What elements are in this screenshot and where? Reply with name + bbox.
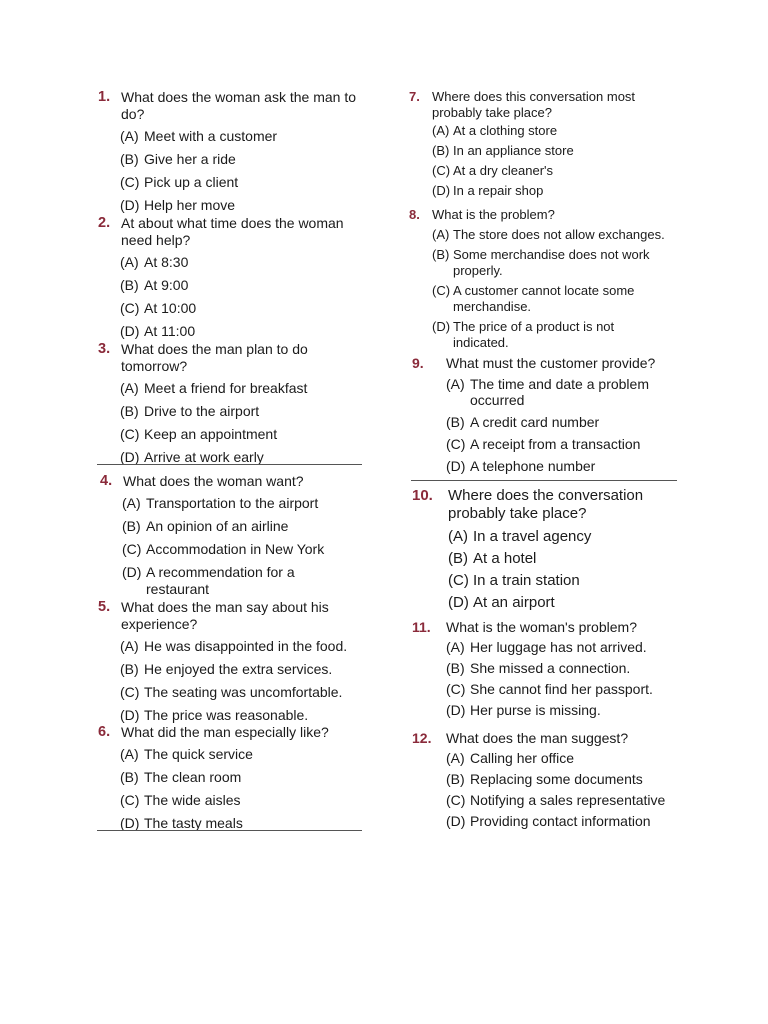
option-text: The quick service [144, 746, 253, 762]
option-text: The price of a product is not indicated. [453, 319, 615, 350]
option-letter: (A) [120, 380, 139, 396]
option-text: Calling her office [470, 749, 575, 766]
option-letter: (A) [120, 638, 139, 654]
option-text: A credit card number [470, 413, 600, 430]
option-text: In a repair shop [453, 183, 544, 198]
option-c [448, 572, 682, 594]
option-a [432, 227, 684, 243]
option-letter: (C) [120, 426, 140, 442]
option-a [120, 636, 368, 659]
question-text: What does the man plan to do tomorrow? [121, 341, 308, 374]
option-c [120, 682, 368, 705]
question-stem [412, 355, 687, 372]
option-letter: (A) [446, 749, 465, 766]
option-letter: (C) [446, 435, 466, 452]
option-letter: (A) [432, 123, 450, 138]
option-letter: (B) [432, 143, 450, 158]
option-text: Some merchandise does not work properly. [453, 247, 650, 278]
question-number: 4. [100, 473, 113, 489]
option-text: At 11:00 [144, 323, 196, 339]
question-text: What is the problem? [432, 207, 555, 222]
option-text: At a hotel [473, 550, 537, 567]
option-a [122, 493, 368, 516]
option-b [448, 550, 682, 572]
option-letter: (D) [446, 812, 466, 829]
option-letter: (A) [122, 495, 141, 511]
option-letter: (D) [432, 183, 451, 198]
option-letter: (B) [432, 247, 450, 262]
option-text: Arrive at work early [144, 449, 264, 465]
option-d [448, 594, 682, 616]
option-text: Notifying a sales representative [470, 791, 666, 808]
option-text: At 10:00 [144, 300, 197, 316]
option-c [432, 163, 664, 183]
section-divider [97, 830, 362, 831]
question-stem [98, 215, 366, 249]
option-letter: (D) [446, 457, 466, 474]
question-number: 9. [412, 355, 424, 371]
option-text: A telephone number [470, 457, 596, 474]
option-a [432, 123, 664, 143]
section-divider [97, 464, 362, 465]
option-text: In a train station [473, 572, 580, 589]
option-letter: (B) [446, 770, 465, 787]
question-text: What does the man suggest? [446, 730, 629, 746]
option-text: He was disappointed in the food. [144, 638, 348, 654]
option-letter: (C) [120, 174, 140, 190]
section-divider [411, 480, 677, 481]
option-letter: (A) [448, 528, 468, 545]
question-stem [412, 487, 682, 523]
option-letter: (C) [448, 572, 469, 589]
option-a [446, 750, 702, 771]
question-text: Where does this conversation most probably take place? [432, 89, 636, 120]
option-letter: (D) [120, 449, 140, 465]
option-text: At a dry cleaner's [453, 163, 554, 178]
option-d [446, 702, 692, 723]
options-list [412, 528, 682, 616]
option-d [120, 813, 366, 836]
option-text: An opinion of an airline [146, 518, 289, 534]
option-text: Help her move [144, 197, 236, 213]
question-text: What does the woman want? [123, 473, 304, 489]
question-number: 12. [412, 730, 432, 746]
option-letter: (B) [120, 151, 139, 167]
option-text: She missed a connection. [470, 659, 631, 676]
question-text: Where does the conversation probably take place? [448, 487, 644, 522]
question-3 [98, 341, 366, 470]
question-number: 2. [98, 215, 111, 231]
question-2 [98, 215, 366, 344]
question-number: 3. [98, 341, 111, 357]
options-list [100, 493, 368, 598]
options-list [409, 123, 664, 203]
option-c [446, 436, 687, 458]
question-number: 5. [98, 599, 111, 615]
question-number: 6. [98, 724, 111, 740]
option-letter: (A) [432, 226, 450, 242]
option-letter: (D) [120, 197, 140, 213]
option-text: A receipt from a transaction [470, 435, 641, 452]
option-a [120, 126, 366, 149]
option-letter: (B) [446, 659, 465, 676]
option-a [448, 528, 682, 550]
option-a [446, 376, 676, 409]
question-text: What is the woman's problem? [446, 619, 637, 635]
option-text: At an airport [473, 594, 555, 611]
option-letter: (C) [122, 541, 142, 557]
option-text: The price was reasonable. [144, 707, 309, 723]
options-list [98, 744, 366, 836]
option-letter: (D) [432, 319, 451, 334]
option-letter: (A) [120, 128, 139, 144]
option-letter: (D) [120, 323, 140, 339]
option-text: Providing contact information [470, 812, 651, 829]
option-text: The store does not allow exchanges. [453, 226, 665, 242]
option-c [120, 424, 366, 447]
option-b [120, 275, 366, 298]
question-text: What did the man especially like? [121, 724, 329, 740]
option-letter: (B) [120, 277, 139, 293]
option-text: At a clothing store [453, 123, 558, 138]
option-letter: (B) [120, 661, 139, 677]
option-text: A recommendation for a restaurant [146, 564, 295, 597]
option-letter: (C) [120, 684, 140, 700]
option-d [446, 813, 702, 834]
option-b [446, 771, 702, 792]
option-a [120, 744, 366, 767]
option-b [122, 516, 368, 539]
option-a [120, 378, 366, 401]
option-b [446, 660, 692, 681]
option-text: Transportation to the airport [146, 495, 319, 511]
option-c [432, 283, 662, 314]
options-list [412, 376, 687, 480]
option-letter: (C) [446, 680, 466, 697]
option-text: Pick up a client [144, 174, 239, 190]
option-b [446, 414, 687, 436]
question-stem [409, 207, 684, 223]
question-7 [409, 89, 664, 203]
option-c [120, 298, 366, 321]
question-stem [412, 619, 692, 636]
option-c [122, 539, 368, 562]
option-text: Accommodation in New York [146, 541, 325, 557]
option-letter: (D) [448, 594, 469, 611]
option-text: In a travel agency [473, 528, 592, 545]
question-6 [98, 724, 366, 836]
question-stem [409, 89, 664, 120]
option-a [446, 639, 692, 660]
option-b [432, 247, 672, 278]
question-9 [412, 355, 687, 480]
question-text: What must the customer provide? [446, 355, 656, 371]
option-b [120, 401, 366, 424]
option-text: Meet a friend for breakfast [144, 380, 308, 396]
option-letter: (B) [446, 413, 465, 430]
question-10 [412, 487, 682, 616]
question-stem [98, 724, 366, 741]
option-letter: (A) [446, 638, 465, 655]
option-letter: (C) [432, 283, 451, 298]
question-8 [409, 207, 684, 350]
question-number: 7. [409, 89, 420, 104]
option-text: Keep an appointment [144, 426, 278, 442]
question-stem [412, 730, 702, 747]
option-letter: (B) [120, 769, 139, 785]
question-number: 8. [409, 207, 420, 222]
option-text: The seating was uncomfortable. [144, 684, 343, 700]
option-text: The wide aisles [144, 792, 241, 808]
option-letter: (D) [122, 564, 142, 580]
question-text: At about what time does the woman need help? [121, 215, 344, 248]
option-letter: (A) [120, 746, 139, 762]
option-text: Her purse is missing. [470, 701, 601, 718]
option-letter: (A) [446, 375, 465, 392]
option-d [432, 183, 664, 203]
option-text: Replacing some documents [470, 770, 643, 787]
option-text: She cannot find her passport. [470, 680, 653, 697]
option-letter: (C) [446, 791, 466, 808]
option-letter: (C) [120, 300, 140, 316]
option-text: Meet with a customer [144, 128, 278, 144]
options-list [98, 126, 366, 218]
option-text: The time and date a problem occurred [470, 375, 649, 408]
option-b [120, 149, 366, 172]
question-stem [98, 89, 366, 123]
options-list [409, 227, 684, 351]
option-letter: (D) [120, 707, 140, 723]
option-a [120, 252, 366, 275]
question-text: What does the woman ask the man to do? [121, 89, 357, 122]
option-text: At 9:00 [144, 277, 189, 293]
option-text: Her luggage has not arrived. [470, 638, 647, 655]
option-text: A customer cannot locate some merchandise. [453, 283, 635, 314]
options-list [98, 252, 366, 344]
question-number: 1. [98, 89, 111, 105]
option-c [120, 790, 366, 813]
question-number: 11. [412, 619, 431, 635]
option-letter: (D) [446, 701, 466, 718]
options-list [98, 378, 366, 470]
option-letter: (C) [120, 792, 140, 808]
options-list [412, 750, 702, 834]
option-letter: (B) [120, 403, 139, 419]
option-text: Drive to the airport [144, 403, 260, 419]
question-stem [98, 341, 366, 375]
option-letter: (B) [448, 550, 468, 567]
question-12 [412, 730, 702, 834]
question-text: What does the man say about his experience? [121, 599, 329, 632]
option-text: The tasty meals [144, 815, 243, 831]
question-stem [100, 473, 368, 490]
option-c [446, 681, 692, 702]
question-11 [412, 619, 692, 723]
question-1 [98, 89, 366, 218]
option-text: The clean room [144, 769, 242, 785]
option-letter: (B) [122, 518, 141, 534]
option-c [446, 792, 702, 813]
option-letter: (D) [120, 815, 140, 831]
option-text: He enjoyed the extra services. [144, 661, 333, 677]
question-4 [100, 473, 368, 598]
question-stem [98, 599, 348, 633]
option-b [120, 767, 366, 790]
option-d [122, 562, 322, 598]
option-text: At 8:30 [144, 254, 189, 270]
question-5 [98, 599, 368, 728]
option-c [120, 172, 366, 195]
option-text: In an appliance store [453, 143, 574, 158]
option-d [446, 458, 687, 480]
option-letter: (C) [432, 163, 451, 178]
options-list [98, 636, 368, 728]
question-number: 10. [412, 487, 433, 504]
option-b [120, 659, 368, 682]
option-d [432, 319, 637, 350]
option-text: Give her a ride [144, 151, 236, 167]
options-list [412, 639, 692, 723]
option-b [432, 143, 664, 163]
option-letter: (A) [120, 254, 139, 270]
option-d [120, 447, 366, 470]
